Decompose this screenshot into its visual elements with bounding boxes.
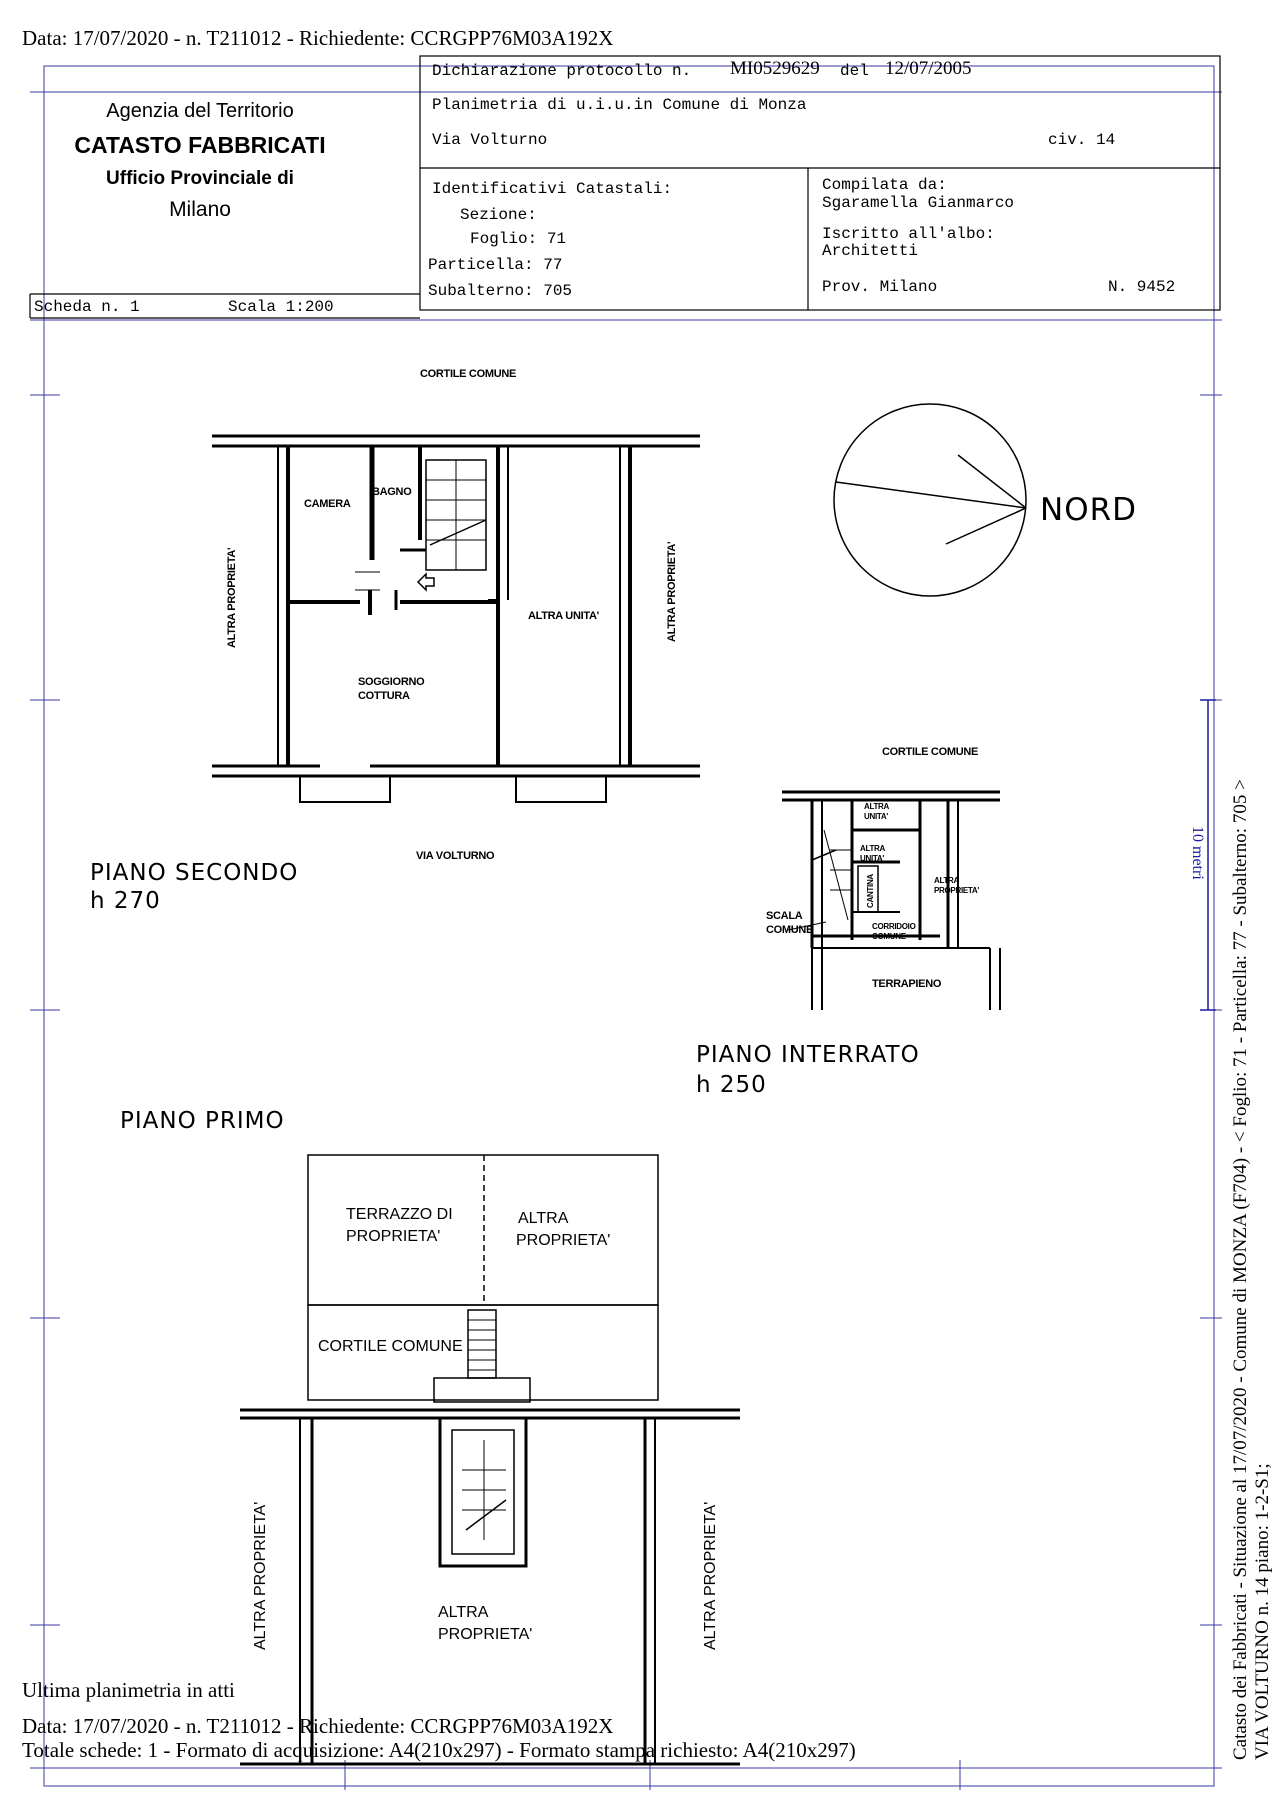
label-h270: h 270 <box>90 888 161 914</box>
protocol-number: MI0529629 <box>730 58 820 79</box>
label-terrazzo: TERRAZZO DI <box>346 1206 453 1223</box>
label-altra-unita-s1b: UNITA' <box>864 812 888 821</box>
agency-office: Ufficio Provinciale di <box>106 168 294 189</box>
ident-title: Identificativi Catastali: <box>432 180 673 198</box>
label-altra-unita-s2b: UNITA' <box>860 854 884 863</box>
compilata-title: Compilata da: <box>822 176 947 194</box>
label-cottura: COTTURA <box>358 690 410 702</box>
ident-foglio: Foglio: 71 <box>470 230 567 248</box>
label-altra-prop-left: ALTRA PROPRIETA' <box>226 547 238 648</box>
label-altra-primo: ALTRA <box>518 1210 569 1227</box>
label-altra-big-prop: PROPRIETA' <box>438 1626 533 1643</box>
label-cortile-top: CORTILE COMUNE <box>420 368 517 380</box>
label-altra-unita: ALTRA UNITA' <box>528 610 599 622</box>
label-bagno: BAGNO <box>372 486 412 498</box>
label-altra-unita-s1a: ALTRA <box>864 802 890 811</box>
label-corridoio-comune: COMUNE <box>872 932 906 941</box>
albo-value: Architetti <box>822 242 919 260</box>
footer-data: Data: 17/07/2020 - n. T211012 - Richiedente: CCRGPP76M03A192X <box>22 1714 614 1738</box>
protocol-label: Dichiarazione protocollo n. <box>432 62 692 80</box>
label-altra-prop-primo-left: ALTRA PROPRIETA' <box>252 1501 269 1650</box>
label-cortile-interrato: CORTILE COMUNE <box>882 746 979 758</box>
label-altra-prop-right: ALTRA PROPRIETA' <box>666 541 678 642</box>
label-cantina: CANTINA <box>866 874 875 908</box>
footer-totale: Totale schede: 1 - Formato di acquisizione: A4(210x297) - Formato stampa richiesto: A4(210x297) <box>22 1738 856 1762</box>
label-h250: h 250 <box>696 1072 767 1098</box>
registration-number: N. 9452 <box>1108 278 1176 296</box>
label-cortile-primo: CORTILE COMUNE <box>318 1338 463 1355</box>
iscritto-label: Iscritto all'albo: <box>822 225 995 243</box>
compilata-name: Sgaramella Gianmarco <box>822 194 1015 212</box>
label-soggiorno: SOGGIORNO <box>358 676 425 688</box>
label-nord: NORD <box>1040 492 1137 528</box>
planimetria-title: Planimetria di u.i.u.in Comune di Monza <box>432 96 807 114</box>
label-altra-prop-primo-right: ALTRA PROPRIETA' <box>702 1501 719 1650</box>
label-scala: SCALA <box>766 910 803 922</box>
protocol-del: del <box>840 62 869 80</box>
ident-subalterno: Subalterno: 705 <box>428 282 573 300</box>
label-altra-unita-s2a: ALTRA <box>860 844 886 853</box>
footer-ultima: Ultima planimetria in atti <box>22 1678 235 1702</box>
civic-number: civ. 14 <box>1048 131 1116 149</box>
label-piano-primo: PIANO PRIMO <box>120 1108 285 1134</box>
label-camera: CAMERA <box>304 498 351 510</box>
ident-sezione: Sezione: <box>460 206 537 224</box>
scheda-number: Scheda n. 1 <box>34 298 140 316</box>
agency-name: Agenzia del Territorio <box>106 100 294 122</box>
label-terrazzo-prop: PROPRIETA' <box>346 1228 441 1245</box>
label-piano-interrato: PIANO INTERRATO <box>696 1042 920 1068</box>
label-altra-primo-prop: PROPRIETA' <box>516 1232 611 1249</box>
label-altra-prop-s1b: PROPRIETA' <box>934 886 979 895</box>
side-address-text: VIA VOLTURNO n. 14 piano: 1-2-S1; <box>1252 1463 1273 1760</box>
ident-particella: Particella: 77 <box>428 256 563 274</box>
protocol-date: 12/07/2005 <box>885 58 972 79</box>
side-situation-text: Catasto dei Fabbricati - Situazione al 17/07/2020 - Comune di MONZA (F704) - < Foglio: 71 - Particella: 77 - Subalterno: 705 > <box>1230 779 1251 1760</box>
header-request-line: Data: 17/07/2020 - n. T211012 - Richiedente: CCRGPP76M03A192X <box>22 26 614 50</box>
agency-city: Milano <box>169 198 231 221</box>
scala-value: Scala 1:200 <box>228 298 334 316</box>
scale-bar-label: 10 metri <box>1189 826 1206 880</box>
prov-value: Prov. Milano <box>822 278 938 296</box>
label-altra-prop-s1a: ALTRA <box>934 876 960 885</box>
label-piano-secondo: PIANO SECONDO <box>90 860 299 886</box>
label-scala-comune: COMUNE <box>766 924 814 936</box>
label-terrapieno: TERRAPIENO <box>872 978 942 990</box>
label-via-volturno: VIA VOLTURNO <box>416 850 495 862</box>
label-altra-big: ALTRA <box>438 1604 489 1621</box>
agency-catasto: CATASTO FABBRICATI <box>74 132 326 158</box>
street-name: Via Volturno <box>432 131 548 149</box>
label-corridoio: CORRIDOIO <box>872 922 916 931</box>
